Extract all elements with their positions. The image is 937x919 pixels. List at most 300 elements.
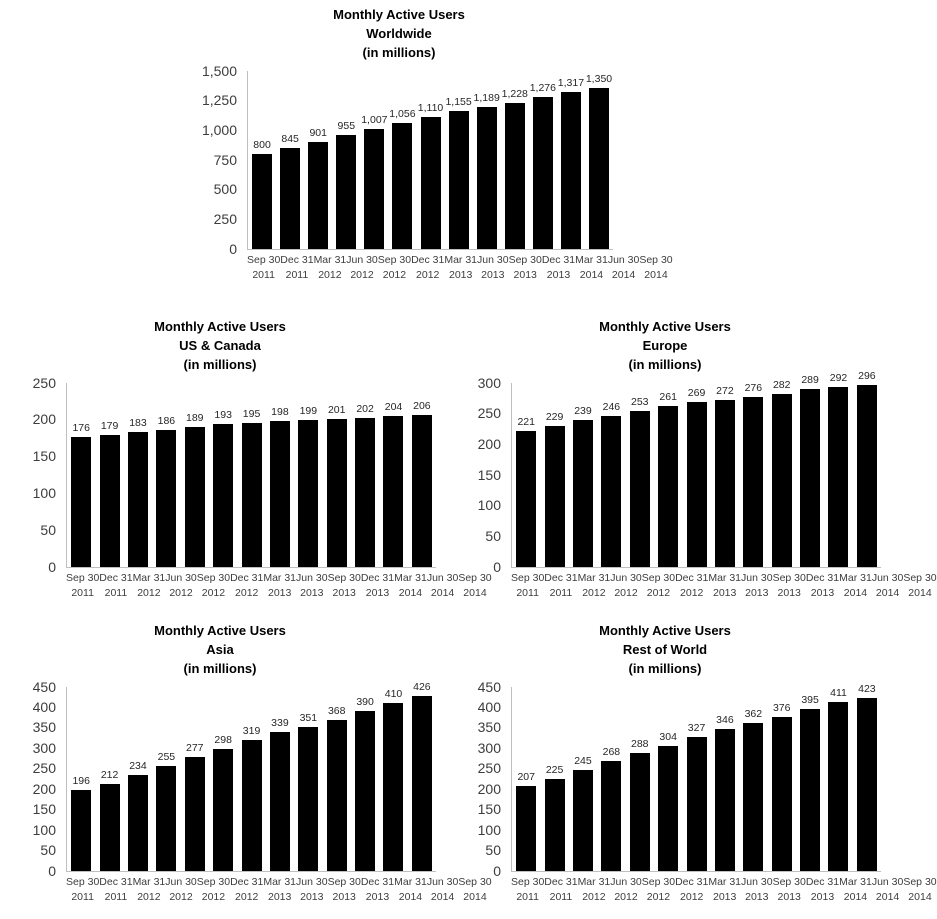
- y-tick-label: 300: [477, 374, 501, 391]
- bar-value-label: 212: [100, 768, 119, 781]
- bar-value-label: 206: [413, 399, 431, 412]
- x-tick-date: Sep 30: [327, 571, 361, 584]
- x-tick-label: [99, 571, 132, 601]
- x-tick-year: 2013: [777, 586, 801, 599]
- x-tick-date: Sep 30: [247, 253, 281, 266]
- bar-value-label: 1,056: [389, 108, 416, 121]
- x-tick-year: 2013: [745, 586, 769, 599]
- x-tick-label: [675, 571, 708, 601]
- x-tick-date: Jun 30: [607, 253, 640, 266]
- x-tick-year: 2014: [579, 268, 604, 281]
- x-tick-date: Mar 31: [708, 571, 742, 584]
- x-tick-date: Sep 30: [196, 571, 231, 584]
- x-tick-label: [511, 571, 544, 601]
- x-tick-label: [477, 253, 509, 283]
- bar: [477, 107, 497, 248]
- y-tick-label: 200: [477, 780, 501, 797]
- bar-slot: [237, 687, 265, 871]
- x-tick-label: [903, 875, 936, 905]
- bar-slot: [304, 71, 332, 249]
- x-tick-year: 2011: [252, 268, 275, 281]
- bar: [589, 88, 609, 248]
- x-tick-label: [708, 875, 741, 905]
- bar-value-label: 351: [299, 712, 318, 725]
- x-tick-date: Mar 31: [394, 875, 427, 888]
- bar-slot: [654, 687, 682, 871]
- x-tick-label: [133, 571, 166, 601]
- x-tick-year: 2012: [416, 268, 440, 281]
- bar-value-label: 196: [72, 775, 90, 788]
- x-tick-label: [66, 875, 99, 905]
- bar-slot: [569, 687, 597, 871]
- x-axis-labels: [66, 875, 492, 905]
- x-tick-date: Jun 30: [610, 571, 642, 584]
- bar-value-label: 277: [186, 742, 204, 755]
- bar-value-label: 221: [517, 416, 535, 428]
- x-tick-label: [230, 571, 263, 601]
- x-tick-date: Mar 31: [444, 253, 478, 266]
- bar: [857, 698, 877, 871]
- bar: [561, 92, 581, 248]
- x-tick-year: 2013: [449, 268, 473, 281]
- bar-value-label: 411: [830, 687, 847, 700]
- x-tick-year: 2013: [713, 586, 737, 599]
- x-tick-date: Dec 31: [675, 571, 709, 584]
- y-tick-label: 0: [229, 240, 237, 257]
- bar-slot: [853, 370, 881, 567]
- x-tick-label: [197, 571, 230, 601]
- x-tick-date: Mar 31: [132, 875, 166, 888]
- chart-asia: [4, 622, 492, 905]
- x-tick-year: 2011: [285, 268, 309, 281]
- x-tick-date: Jun 30: [346, 253, 378, 266]
- x-tick-label: [511, 875, 544, 905]
- x-tick-label: [608, 253, 640, 283]
- bar-slot: [276, 71, 304, 249]
- chart-title: [185, 6, 613, 63]
- x-tick-date: Dec 31: [541, 253, 576, 266]
- y-tick-label: 250: [213, 210, 237, 227]
- chart-europe: [449, 318, 937, 601]
- bar-value-label: 204: [384, 401, 403, 414]
- y-tick-label: 0: [48, 558, 56, 575]
- bar-slot: [711, 383, 739, 567]
- x-tick-year: 2011: [104, 890, 128, 903]
- bar-value-label: 1,228: [501, 87, 528, 100]
- x-tick-label: [296, 875, 328, 905]
- bar: [545, 779, 565, 871]
- bar: [336, 135, 356, 248]
- y-axis: [449, 678, 511, 905]
- plot-column: [511, 370, 937, 601]
- x-tick-label: [99, 875, 132, 905]
- bar: [601, 761, 621, 871]
- bar: [364, 129, 384, 248]
- x-tick-label: [610, 875, 642, 905]
- y-tick-label: 200: [32, 411, 56, 428]
- x-tick-year: 2013: [546, 268, 571, 281]
- x-tick-label: [197, 875, 230, 905]
- bar-value-label: 229: [545, 411, 564, 424]
- x-tick-date: Jun 30: [741, 571, 773, 584]
- bar-slot: [540, 687, 568, 871]
- plot-column: [511, 682, 937, 905]
- x-tick-label: [314, 253, 347, 283]
- bar-value-label: 845: [281, 133, 299, 146]
- bar: [383, 703, 403, 871]
- bar-value-label: 183: [129, 416, 147, 429]
- x-tick-label: [263, 571, 296, 601]
- x-tick-date: Dec 31: [805, 875, 840, 888]
- bar-slot: [824, 372, 852, 567]
- x-tick-date: Mar 31: [839, 571, 872, 584]
- bar: [327, 419, 347, 567]
- y-tick-label: 1,250: [201, 92, 237, 109]
- y-tick-label: 350: [477, 719, 501, 736]
- bar-slot: [853, 682, 881, 871]
- bar-value-label: 1,155: [445, 96, 472, 109]
- bar-value-label: 1,317: [557, 77, 585, 90]
- bar-value-label: 282: [772, 378, 791, 391]
- bar-value-label: 1,189: [473, 92, 500, 105]
- bar-slot: [248, 71, 276, 249]
- x-tick-date: Jun 30: [477, 253, 509, 266]
- y-tick-label: 150: [477, 466, 501, 483]
- x-tick-year: 2011: [549, 586, 573, 599]
- bar: [355, 711, 375, 870]
- x-tick-label: [263, 875, 296, 905]
- bar-slot: [529, 71, 557, 249]
- chart-rest-of-world: [449, 622, 937, 905]
- x-tick-label: [544, 875, 577, 905]
- bar-value-label: 304: [659, 731, 677, 744]
- x-tick-year: 2011: [71, 586, 94, 599]
- bar: [327, 720, 347, 870]
- bar: [412, 415, 432, 567]
- bar: [252, 154, 272, 249]
- y-tick-label: 0: [493, 862, 501, 879]
- chart-title: [4, 318, 436, 375]
- bar: [213, 749, 233, 871]
- bar: [156, 766, 176, 870]
- x-tick-date: Sep 30: [196, 875, 231, 888]
- x-tick-label: [872, 875, 904, 905]
- bar-value-label: 376: [772, 701, 791, 714]
- bar-value-label: 195: [242, 408, 261, 421]
- x-tick-year: 2012: [382, 268, 407, 281]
- bar-value-label: 176: [72, 422, 90, 434]
- chart-title-line: US & Canada: [179, 337, 261, 353]
- bar: [185, 427, 205, 566]
- x-tick-date: Mar 31: [313, 253, 347, 266]
- x-tick-date: Sep 30: [458, 875, 492, 888]
- chart-worldwide: [185, 6, 673, 283]
- x-tick-label: [133, 875, 166, 905]
- x-tick-date: Mar 31: [577, 875, 611, 888]
- x-tick-label: [872, 571, 904, 601]
- bar-slot: [512, 687, 540, 871]
- bar-slot: [768, 378, 796, 567]
- chart-title-line: (in millions): [628, 356, 702, 372]
- x-tick-label: [642, 571, 675, 601]
- x-tick-label: [575, 253, 608, 283]
- x-tick-date: Dec 31: [411, 253, 445, 266]
- plot-column: [247, 71, 673, 283]
- x-tick-date: Sep 30: [641, 571, 676, 584]
- bar-slot: [597, 687, 625, 871]
- chart-plot-region: [185, 62, 673, 283]
- plot-area: [66, 681, 436, 872]
- y-tick-label: 450: [32, 678, 56, 695]
- x-tick-year: 2013: [268, 586, 292, 599]
- x-tick-year: 2011: [516, 890, 539, 903]
- x-tick-label: [346, 253, 378, 283]
- bar: [185, 757, 205, 870]
- bar-value-label: 288: [631, 737, 649, 750]
- bar: [270, 421, 290, 567]
- x-tick-label: [708, 571, 741, 601]
- bar-value-label: 239: [574, 404, 592, 417]
- bar-value-label: 186: [157, 414, 176, 427]
- x-tick-year: 2014: [430, 586, 455, 599]
- x-tick-date: Jun 30: [296, 875, 328, 888]
- x-tick-date: Sep 30: [66, 875, 100, 888]
- bar-value-label: 261: [659, 391, 677, 404]
- x-tick-label: [361, 571, 394, 601]
- bar-slot: [796, 374, 824, 567]
- bar: [308, 142, 328, 249]
- bar-value-label: 319: [242, 725, 261, 738]
- x-tick-date: Sep 30: [903, 875, 937, 888]
- bar-value-label: 199: [299, 405, 318, 418]
- bar: [270, 732, 290, 871]
- x-tick-date: Dec 31: [230, 571, 264, 584]
- plot-area: [511, 370, 881, 568]
- chart-title-line: Europe: [642, 337, 688, 353]
- x-tick-year: 2011: [516, 586, 539, 599]
- x-tick-label: [165, 875, 197, 905]
- bar-slot: [152, 687, 180, 871]
- y-tick-label: 350: [32, 719, 56, 736]
- x-tick-year: 2013: [481, 268, 505, 281]
- chart-title: [4, 622, 436, 679]
- x-tick-year: 2013: [513, 268, 537, 281]
- y-tick-label: 100: [477, 821, 501, 838]
- x-tick-year: 2012: [235, 586, 259, 599]
- x-tick-year: 2014: [843, 890, 868, 903]
- y-tick-label: 0: [493, 558, 501, 575]
- bar-slot: [379, 687, 407, 871]
- bar-slot: [626, 687, 654, 871]
- bar-slot: [796, 687, 824, 871]
- y-tick-label: 1,500: [201, 62, 237, 79]
- x-tick-label: [411, 253, 444, 283]
- bar-value-label: 1,276: [529, 82, 556, 95]
- x-tick-date: Jun 30: [426, 571, 459, 584]
- y-tick-label: 400: [32, 698, 56, 715]
- bar: [545, 426, 565, 566]
- y-tick-label: 150: [32, 448, 56, 465]
- y-tick-label: 750: [213, 151, 237, 168]
- plot-area: [511, 682, 881, 872]
- chart-title-line: (in millions): [183, 356, 257, 372]
- x-tick-label: [542, 253, 575, 283]
- y-tick-label: 1,000: [201, 121, 237, 138]
- x-tick-date: Jun 30: [741, 875, 773, 888]
- bar-value-label: 298: [214, 733, 232, 746]
- bar-value-label: 346: [716, 714, 734, 727]
- x-tick-label: [639, 253, 672, 283]
- x-tick-label: [361, 875, 394, 905]
- x-tick-year: 2011: [549, 890, 573, 903]
- chart-title: [449, 622, 881, 679]
- x-tick-year: 2014: [398, 890, 423, 903]
- y-tick-label: 100: [32, 821, 56, 838]
- x-tick-label: [296, 571, 328, 601]
- bar: [630, 753, 650, 871]
- bar: [449, 111, 469, 248]
- x-tick-year: 2012: [680, 890, 704, 903]
- bar: [828, 387, 848, 566]
- chart-plot-region: [4, 678, 492, 905]
- x-tick-date: Mar 31: [577, 571, 611, 584]
- x-tick-year: 2013: [745, 890, 769, 903]
- x-tick-year: 2014: [463, 890, 487, 903]
- bar: [100, 784, 120, 871]
- x-axis-labels: [247, 253, 673, 283]
- x-tick-date: Dec 31: [805, 571, 840, 584]
- bar-slot: [597, 383, 625, 567]
- x-tick-year: 2014: [875, 890, 900, 903]
- x-tick-year: 2014: [908, 890, 932, 903]
- x-tick-label: [328, 875, 361, 905]
- bar: [658, 746, 678, 870]
- y-tick-label: 150: [32, 801, 56, 818]
- x-tick-date: Jun 30: [296, 571, 328, 584]
- x-tick-label: [839, 875, 872, 905]
- bar-value-label: 207: [517, 770, 535, 783]
- bar-value-label: 179: [100, 419, 119, 432]
- x-tick-year: 2014: [843, 586, 868, 599]
- chart-title-line: Monthly Active Users: [333, 7, 465, 22]
- x-tick-date: Jun 30: [426, 875, 459, 888]
- bar: [857, 385, 877, 567]
- x-tick-year: 2012: [318, 268, 342, 281]
- bar-slot: [682, 383, 710, 567]
- x-tick-date: Dec 31: [99, 875, 133, 888]
- x-tick-label: [642, 875, 675, 905]
- y-tick-label: 0: [48, 862, 56, 879]
- bar: [100, 435, 120, 567]
- x-tick-year: 2012: [201, 586, 226, 599]
- x-tick-date: Mar 31: [575, 253, 608, 266]
- x-tick-label: [773, 571, 806, 601]
- bar-value-label: 246: [602, 400, 621, 413]
- bar: [242, 740, 262, 870]
- bar-slot: [585, 71, 613, 249]
- x-tick-date: Dec 31: [99, 571, 133, 584]
- x-tick-date: Sep 30: [458, 571, 492, 584]
- x-tick-label: [806, 571, 839, 601]
- bar-slot: [67, 383, 95, 567]
- bar-value-label: 1,350: [585, 73, 613, 86]
- x-tick-date: Sep 30: [508, 253, 542, 266]
- x-tick-year: 2013: [810, 586, 835, 599]
- x-tick-year: 2012: [137, 890, 161, 903]
- bar: [687, 737, 707, 871]
- x-tick-label: [394, 571, 427, 601]
- y-tick-label: 250: [477, 405, 501, 422]
- x-tick-date: Sep 30: [641, 875, 676, 888]
- bar-slot: [654, 383, 682, 567]
- x-tick-date: Sep 30: [772, 875, 806, 888]
- x-tick-year: 2012: [582, 586, 606, 599]
- bar-value-label: 272: [716, 384, 734, 397]
- y-tick-label: 300: [32, 739, 56, 756]
- chart-title-line: Monthly Active Users: [599, 623, 731, 638]
- y-tick-label: 200: [32, 780, 56, 797]
- x-tick-year: 2014: [644, 268, 668, 281]
- x-tick-label: [675, 875, 708, 905]
- x-tick-date: Mar 31: [839, 875, 872, 888]
- bar-value-label: 390: [356, 696, 374, 709]
- x-tick-year: 2013: [300, 890, 324, 903]
- bar-value-label: 1,110: [417, 101, 444, 114]
- x-tick-date: Sep 30: [511, 571, 545, 584]
- bar-value-label: 189: [186, 412, 204, 425]
- bar-value-label: 292: [829, 372, 848, 385]
- bar: [630, 411, 650, 566]
- bar: [715, 729, 735, 870]
- bar-slot: [124, 687, 152, 871]
- x-tick-label: [741, 875, 773, 905]
- x-tick-year: 2012: [350, 268, 374, 281]
- bar-value-label: 955: [337, 120, 356, 133]
- x-tick-year: 2013: [365, 586, 390, 599]
- bar: [280, 148, 300, 248]
- x-tick-date: Mar 31: [263, 875, 297, 888]
- bar: [355, 418, 375, 567]
- bar-value-label: 362: [744, 707, 763, 720]
- bar: [516, 431, 536, 567]
- x-tick-label: [165, 571, 197, 601]
- x-tick-date: Mar 31: [263, 571, 297, 584]
- y-tick-label: 250: [32, 760, 56, 777]
- x-tick-label: [741, 571, 773, 601]
- x-tick-year: 2011: [71, 890, 94, 903]
- bar-slot: [388, 71, 416, 249]
- bar: [573, 770, 593, 870]
- x-tick-year: 2012: [137, 586, 161, 599]
- bar-value-label: 276: [744, 382, 763, 395]
- x-tick-date: Jun 30: [165, 571, 197, 584]
- bar-value-label: 410: [384, 687, 403, 700]
- y-tick-label: 50: [485, 527, 501, 544]
- bar-value-label: 253: [631, 396, 649, 409]
- bar-slot: [209, 687, 237, 871]
- bar-value-label: 202: [356, 402, 374, 415]
- bar: [743, 723, 763, 871]
- chart-title-line: Monthly Active Users: [154, 623, 286, 638]
- bar: [516, 786, 536, 871]
- bar: [573, 420, 593, 567]
- x-tick-date: Sep 30: [639, 253, 673, 266]
- x-tick-year: 2012: [169, 586, 193, 599]
- y-tick-label: 500: [213, 181, 237, 198]
- chart-plot-region: [449, 370, 937, 601]
- bar-value-label: 339: [271, 716, 289, 729]
- bar-slot: [768, 687, 796, 871]
